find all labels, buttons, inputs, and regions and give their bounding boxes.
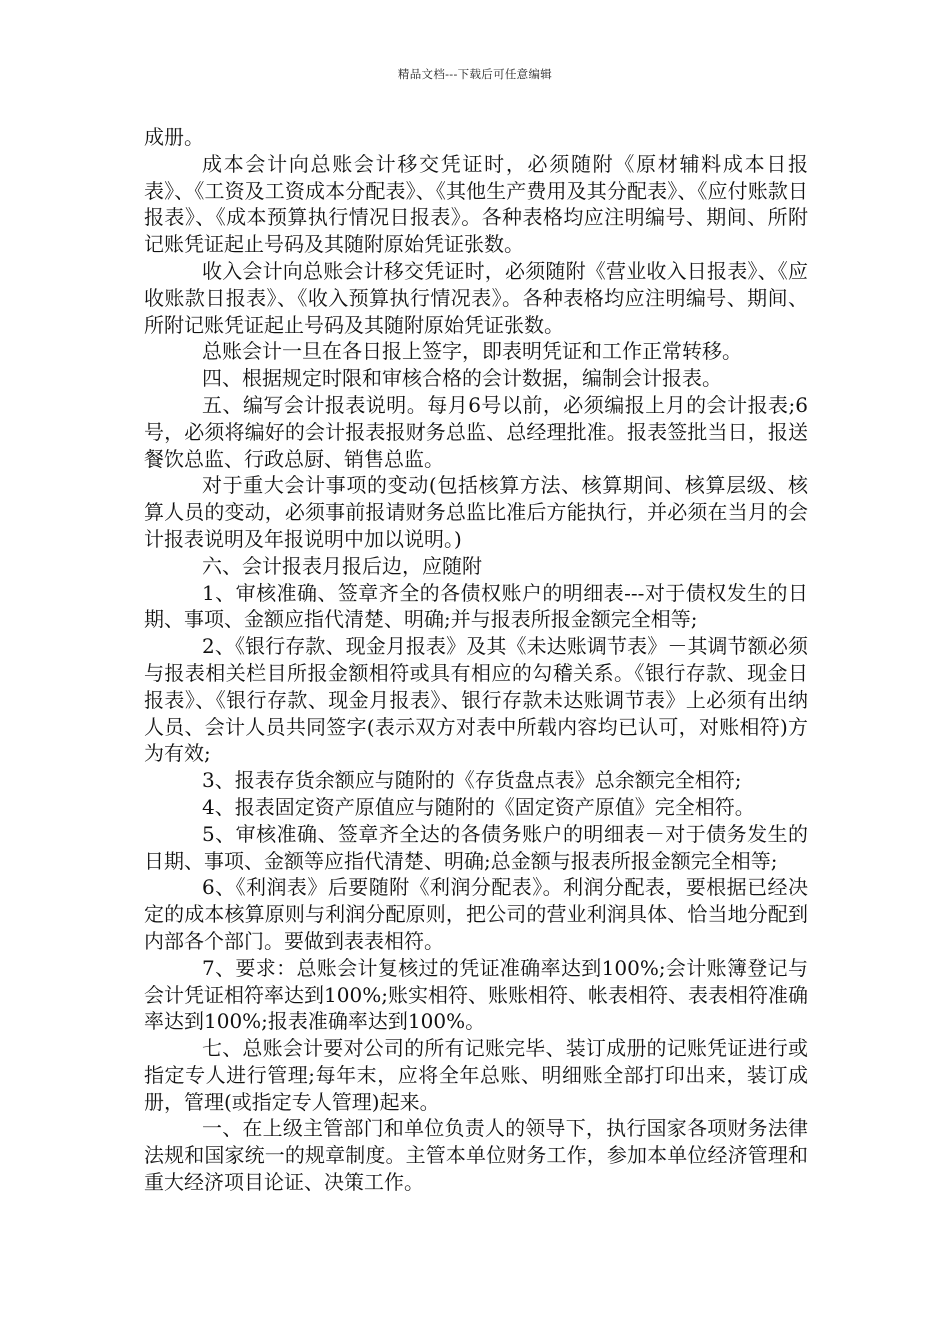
page-header: 精品文档---下载后可任意编辑 <box>397 67 553 81</box>
paragraph-15: 7、要求：总账会计复核过的凭证准确率达到100%;会计账簿登记与会计凭证相符率达到100%;账实相符、账账相符、帐表相符、表表相符准确率达到100%;报表准确率达到100%。 <box>144 955 808 1034</box>
paragraph-14: 6、《利润表》后要随附《利润分配表》。利润分配表，要根据已经决定的成本核算原则与利润分配原则，把公司的营业利润具体、恰当地分配到内部各个部门。要做到表表相符。 <box>144 875 808 953</box>
paragraph-6: 五、编写会计报表说明。每月6号以前，必须编报上月的会计报表;6号，必须将编好的会计报表报财务总监、总经理批准。报表签批当日，报送餐饮总监、行政总厨、销售总监。 <box>144 392 808 471</box>
paragraph-7: 对于重大会计事项的变动(包括核算方法、核算期间、核算层级、核算人员的变动，必须事前报请财务总监比准后方能执行，并必须在当月的会计报表说明及年报说明中加以说明。) <box>144 473 808 551</box>
paragraph-10: 2、《银行存款、现金月报表》及其《未达账调节表》－其调节额必须与报表相关栏目所报金额相符或具有相应的勾稽关系。《银行存款、现金日报表》、《银行存款、现金月报表》、银行存款未达账调节表》上必须有出纳人员、会计人员共同签字(表示双方对表中所载内容均已认可，对账相符)方为有效; <box>144 634 808 766</box>
paragraph-1: 成册。 <box>144 125 204 149</box>
paragraph-5: 四、根据规定时限和审核合格的会计数据，编制会计报表。 <box>202 366 722 391</box>
paragraph-4: 总账会计一旦在各日报上签字，即表明凭证和工作正常转移。 <box>202 339 742 364</box>
paragraph-16: 七、总账会计要对公司的所有记账完毕、装订成册的记账凭证进行或指定专人进行管理;每年末，应将全年总账、明细账全部打印出来，装订成册，管理(或指定专人管理)起来。 <box>144 1036 808 1114</box>
paragraph-17: 一、在上级主管部门和单位负责人的领导下，执行国家各项财务法律法规和国家统一的规章制度。主管本单位财务工作，参加本单位经济管理和重大经济项目论证、决策工作。 <box>144 1116 808 1195</box>
paragraph-8: 六、会计报表月报后边，应随附 <box>202 553 482 578</box>
paragraph-13: 5、审核准确、签章齐全达的各债务账户的明细表－对于债务发生的日期、事项、金额等应指代清楚、明确;总金额与报表所报金额完全相等; <box>144 821 808 873</box>
paragraph-9: 1、审核准确、签章齐全的各债权账户的明细表---对于债权发生的日期、事项、金额应指代清楚、明确;并与报表所报金额完全相等; <box>144 580 808 632</box>
document-body <box>144 124 808 1196</box>
paragraph-3: 收入会计向总账会计移交凭证时，必须随附《营业收入日报表》、《应收账款日报表》、《收入预算执行情况表》。各种表格均应注明编号、期间、所附记账凭证起止号码及其随附原始凭证张数。 <box>144 258 808 337</box>
paragraph-12: 4、报表固定资产原值应与随附的《固定资产原值》完全相符。 <box>202 794 755 819</box>
paragraph-2: 成本会计向总账会计移交凭证时，必须随附《原材辅料成本日报表》、《工资及工资成本分配表》、《其他生产费用及其分配表》、《应付账款日报表》、《成本预算执行情况日报表》。各种表格均应注明编号、期间、所附记账凭证起止号码及其随附原始凭证张数。 <box>144 151 808 257</box>
paragraph-11: 3、报表存货余额应与随附的《存货盘点表》总余额完全相符; <box>202 768 742 793</box>
